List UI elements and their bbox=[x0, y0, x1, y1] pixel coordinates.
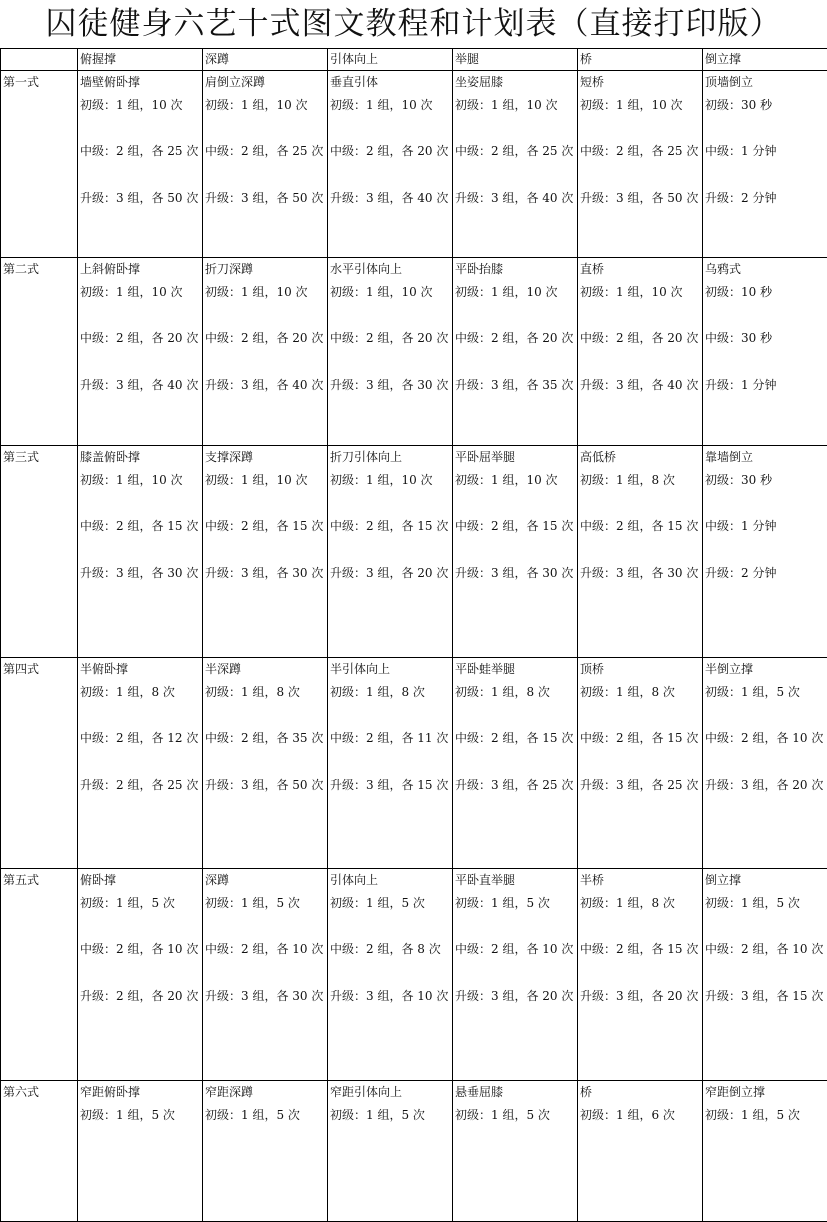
level-beginner: 初级：1 组，10 次 bbox=[203, 281, 327, 304]
level-beginner: 初级：1 组，5 次 bbox=[703, 681, 827, 704]
exercise-name: 倒立撑 bbox=[703, 869, 827, 892]
header-row bbox=[1, 49, 827, 71]
exercise-name: 乌鸦式 bbox=[703, 258, 827, 281]
level-intermediate bbox=[453, 1127, 577, 1174]
level-intermediate: 中级：2 组，各 10 次 bbox=[703, 915, 827, 962]
level-beginner: 初级：1 组，8 次 bbox=[78, 681, 202, 704]
exercise-name: 深蹲 bbox=[203, 869, 327, 892]
exercise-name: 平卧屈举腿 bbox=[453, 446, 577, 469]
exercise-name: 垂直引体 bbox=[328, 71, 452, 94]
level-beginner: 初级：1 组，10 次 bbox=[328, 469, 452, 492]
level-upgrade: 升级：3 组，各 30 次 bbox=[578, 539, 702, 586]
level-upgrade bbox=[453, 1174, 577, 1221]
exercise-cell bbox=[578, 258, 703, 446]
exercise-name: 短桥 bbox=[578, 71, 702, 94]
level-intermediate: 中级：2 组，各 15 次 bbox=[78, 492, 202, 539]
form-label-cell bbox=[1, 1081, 78, 1222]
level-beginner: 初级：1 组，8 次 bbox=[453, 681, 577, 704]
level-upgrade: 升级：3 组，各 20 次 bbox=[453, 962, 577, 1009]
level-intermediate: 中级：2 组，各 8 次 bbox=[328, 915, 452, 962]
level-intermediate bbox=[703, 1127, 827, 1174]
level-upgrade: 升级：2 组，各 20 次 bbox=[78, 962, 202, 1009]
form-row bbox=[1, 71, 827, 258]
form-label: 第一式 bbox=[1, 71, 77, 94]
exercise-cell bbox=[78, 658, 203, 869]
exercise-cell bbox=[78, 258, 203, 446]
level-beginner: 初级：1 组，8 次 bbox=[328, 681, 452, 704]
level-beginner: 初级：1 组，10 次 bbox=[328, 281, 452, 304]
exercise-cell bbox=[203, 71, 328, 258]
exercise-name: 悬垂屈膝 bbox=[453, 1081, 577, 1104]
level-intermediate: 中级：2 组，各 20 次 bbox=[78, 304, 202, 351]
exercise-name: 窄距引体向上 bbox=[328, 1081, 452, 1104]
level-upgrade: 升级：3 组，各 40 次 bbox=[328, 164, 452, 211]
form-label: 第三式 bbox=[1, 446, 77, 469]
level-beginner: 初级：30 秒 bbox=[703, 469, 827, 492]
header-cell-leg-raise: 举腿 bbox=[453, 49, 578, 71]
form-row bbox=[1, 446, 827, 658]
level-upgrade: 升级：2 分钟 bbox=[703, 164, 827, 211]
exercise-cell bbox=[453, 71, 578, 258]
exercise-cell bbox=[203, 1081, 328, 1222]
exercise-cell bbox=[203, 446, 328, 658]
form-label: 第五式 bbox=[1, 869, 77, 892]
level-upgrade: 升级：3 组，各 30 次 bbox=[203, 539, 327, 586]
exercise-name: 肩倒立深蹲 bbox=[203, 71, 327, 94]
exercise-name: 平卧直举腿 bbox=[453, 869, 577, 892]
level-beginner: 初级：1 组，10 次 bbox=[328, 94, 452, 117]
header-cell-pushup: 俯握撑 bbox=[78, 49, 203, 71]
header-cell-handstand-pushup: 倒立撑 bbox=[703, 49, 827, 71]
exercise-cell bbox=[328, 446, 453, 658]
exercise-name: 平卧蛙举腿 bbox=[453, 658, 577, 681]
form-row bbox=[1, 258, 827, 446]
exercise-cell bbox=[78, 1081, 203, 1222]
exercise-name: 半倒立撑 bbox=[703, 658, 827, 681]
exercise-cell bbox=[203, 658, 328, 869]
exercise-name: 窄距倒立撑 bbox=[703, 1081, 827, 1104]
level-intermediate: 中级：2 组，各 20 次 bbox=[453, 304, 577, 351]
exercise-name: 折刀引体向上 bbox=[328, 446, 452, 469]
level-upgrade bbox=[78, 1174, 202, 1221]
level-beginner: 初级：1 组，5 次 bbox=[703, 1104, 827, 1127]
level-intermediate: 中级：2 组，各 15 次 bbox=[578, 915, 702, 962]
exercise-cell bbox=[703, 1081, 827, 1222]
level-upgrade bbox=[328, 1174, 452, 1221]
level-intermediate: 中级：2 组，各 15 次 bbox=[203, 492, 327, 539]
level-upgrade: 升级：3 组，各 20 次 bbox=[578, 962, 702, 1009]
level-upgrade: 升级：3 组，各 20 次 bbox=[328, 539, 452, 586]
exercise-name: 高低桥 bbox=[578, 446, 702, 469]
level-beginner: 初级：1 组，10 次 bbox=[453, 469, 577, 492]
exercise-name: 半深蹲 bbox=[203, 658, 327, 681]
level-beginner: 初级：1 组，10 次 bbox=[78, 281, 202, 304]
exercise-cell bbox=[703, 658, 827, 869]
level-upgrade: 升级：3 组，各 50 次 bbox=[203, 751, 327, 798]
level-upgrade: 升级：3 组，各 25 次 bbox=[578, 751, 702, 798]
level-beginner: 初级：1 组，10 次 bbox=[453, 281, 577, 304]
level-intermediate: 中级：2 组，各 15 次 bbox=[453, 492, 577, 539]
exercise-name: 支撑深蹲 bbox=[203, 446, 327, 469]
level-upgrade: 升级：3 组，各 50 次 bbox=[78, 164, 202, 211]
level-beginner: 初级：1 组，5 次 bbox=[78, 892, 202, 915]
form-label-cell bbox=[1, 71, 78, 258]
exercise-cell bbox=[328, 1081, 453, 1222]
exercise-cell bbox=[328, 658, 453, 869]
exercise-cell bbox=[703, 869, 827, 1081]
level-beginner: 初级：1 组，10 次 bbox=[578, 94, 702, 117]
level-beginner: 初级：1 组，10 次 bbox=[78, 94, 202, 117]
level-intermediate bbox=[328, 1127, 452, 1174]
level-intermediate: 中级：2 组，各 15 次 bbox=[453, 704, 577, 751]
exercise-cell bbox=[203, 869, 328, 1081]
level-beginner: 初级：1 组，10 次 bbox=[203, 469, 327, 492]
level-intermediate: 中级：2 组，各 20 次 bbox=[578, 304, 702, 351]
level-upgrade: 升级：3 组，各 10 次 bbox=[328, 962, 452, 1009]
level-intermediate: 中级：2 组，各 25 次 bbox=[578, 117, 702, 164]
exercise-cell bbox=[703, 446, 827, 658]
form-row bbox=[1, 869, 827, 1081]
exercise-cell bbox=[453, 1081, 578, 1222]
level-intermediate: 中级：1 分钟 bbox=[703, 117, 827, 164]
exercise-name: 靠墙倒立 bbox=[703, 446, 827, 469]
exercise-cell bbox=[328, 71, 453, 258]
exercise-name: 平卧抬膝 bbox=[453, 258, 577, 281]
form-row bbox=[1, 1081, 827, 1222]
level-beginner: 初级：10 秒 bbox=[703, 281, 827, 304]
exercise-name: 水平引体向上 bbox=[328, 258, 452, 281]
level-beginner: 初级：1 组，10 次 bbox=[203, 94, 327, 117]
exercise-name: 桥 bbox=[578, 1081, 702, 1104]
level-beginner: 初级：30 秒 bbox=[703, 94, 827, 117]
header-cell-blank bbox=[1, 49, 78, 71]
level-intermediate: 中级：2 组，各 25 次 bbox=[203, 117, 327, 164]
exercise-cell bbox=[578, 869, 703, 1081]
level-intermediate: 中级：2 组，各 11 次 bbox=[328, 704, 452, 751]
exercise-cell bbox=[78, 446, 203, 658]
level-upgrade bbox=[703, 1174, 827, 1221]
level-intermediate: 中级：2 组，各 35 次 bbox=[203, 704, 327, 751]
level-upgrade bbox=[203, 1174, 327, 1221]
exercise-cell bbox=[203, 258, 328, 446]
level-upgrade: 升级：3 组，各 50 次 bbox=[203, 164, 327, 211]
level-beginner: 初级：1 组，5 次 bbox=[203, 1104, 327, 1127]
exercise-name: 直桥 bbox=[578, 258, 702, 281]
level-beginner: 初级：1 组，8 次 bbox=[578, 892, 702, 915]
form-label: 第二式 bbox=[1, 258, 77, 281]
exercise-cell bbox=[703, 258, 827, 446]
level-intermediate: 中级：2 组，各 10 次 bbox=[453, 915, 577, 962]
exercise-cell bbox=[578, 658, 703, 869]
exercise-name: 引体向上 bbox=[328, 869, 452, 892]
level-beginner: 初级：1 组，10 次 bbox=[453, 94, 577, 117]
level-beginner: 初级：1 组，5 次 bbox=[453, 1104, 577, 1127]
level-upgrade: 升级：3 组，各 15 次 bbox=[328, 751, 452, 798]
level-upgrade: 升级：3 组，各 20 次 bbox=[703, 751, 827, 798]
form-label-cell bbox=[1, 258, 78, 446]
level-intermediate: 中级：2 组，各 10 次 bbox=[78, 915, 202, 962]
form-label-cell bbox=[1, 869, 78, 1081]
exercise-name: 折刀深蹲 bbox=[203, 258, 327, 281]
exercise-cell bbox=[453, 258, 578, 446]
level-intermediate: 中级：2 组，各 15 次 bbox=[578, 704, 702, 751]
level-upgrade bbox=[578, 1174, 702, 1221]
level-beginner: 初级：1 组，5 次 bbox=[203, 892, 327, 915]
exercise-name: 俯卧撑 bbox=[78, 869, 202, 892]
exercise-name: 半俯卧撑 bbox=[78, 658, 202, 681]
exercise-cell bbox=[453, 446, 578, 658]
level-beginner: 初级：1 组，8 次 bbox=[578, 469, 702, 492]
header-cell-bridge: 桥 bbox=[578, 49, 703, 71]
exercise-cell bbox=[328, 869, 453, 1081]
level-intermediate: 中级：2 组，各 25 次 bbox=[78, 117, 202, 164]
exercise-name: 上斜俯卧撑 bbox=[78, 258, 202, 281]
exercise-cell bbox=[328, 258, 453, 446]
level-beginner: 初级：1 组，8 次 bbox=[203, 681, 327, 704]
level-upgrade: 升级：3 组，各 30 次 bbox=[203, 962, 327, 1009]
exercise-name: 坐姿屈膝 bbox=[453, 71, 577, 94]
level-intermediate: 中级：2 组，各 10 次 bbox=[203, 915, 327, 962]
level-beginner: 初级：1 组，6 次 bbox=[578, 1104, 702, 1127]
level-upgrade: 升级：3 组，各 40 次 bbox=[203, 351, 327, 398]
level-intermediate: 中级：2 组，各 12 次 bbox=[78, 704, 202, 751]
form-row bbox=[1, 658, 827, 869]
training-plan-table bbox=[0, 48, 827, 1222]
level-beginner: 初级：1 组，5 次 bbox=[453, 892, 577, 915]
exercise-cell bbox=[78, 869, 203, 1081]
exercise-cell bbox=[578, 446, 703, 658]
form-label-cell bbox=[1, 658, 78, 869]
level-upgrade: 升级：3 组，各 50 次 bbox=[578, 164, 702, 211]
exercise-name: 窄距俯卧撑 bbox=[78, 1081, 202, 1104]
header-cell-squat: 深蹲 bbox=[203, 49, 328, 71]
exercise-name: 半桥 bbox=[578, 869, 702, 892]
exercise-name: 半引体向上 bbox=[328, 658, 452, 681]
exercise-cell bbox=[578, 71, 703, 258]
level-intermediate: 中级：2 组，各 25 次 bbox=[453, 117, 577, 164]
level-beginner: 初级：1 组，10 次 bbox=[578, 281, 702, 304]
level-upgrade: 升级：1 分钟 bbox=[703, 351, 827, 398]
exercise-name: 顶墙倒立 bbox=[703, 71, 827, 94]
page-title: 囚徒健身六艺十式图文教程和计划表（直接打印版） bbox=[0, 0, 827, 48]
level-beginner: 初级：1 组，5 次 bbox=[703, 892, 827, 915]
level-beginner: 初级：1 组，5 次 bbox=[328, 1104, 452, 1127]
level-intermediate: 中级：2 组，各 10 次 bbox=[703, 704, 827, 751]
level-upgrade: 升级：3 组，各 30 次 bbox=[328, 351, 452, 398]
level-intermediate bbox=[203, 1127, 327, 1174]
form-label-cell bbox=[1, 446, 78, 658]
level-intermediate: 中级：1 分钟 bbox=[703, 492, 827, 539]
level-intermediate: 中级：2 组，各 20 次 bbox=[328, 117, 452, 164]
level-upgrade: 升级：3 组，各 25 次 bbox=[453, 751, 577, 798]
level-upgrade: 升级：2 分钟 bbox=[703, 539, 827, 586]
exercise-name: 窄距深蹲 bbox=[203, 1081, 327, 1104]
exercise-cell bbox=[453, 658, 578, 869]
level-intermediate bbox=[78, 1127, 202, 1174]
level-upgrade: 升级：3 组，各 35 次 bbox=[453, 351, 577, 398]
level-beginner: 初级：1 组，10 次 bbox=[78, 469, 202, 492]
exercise-name: 墙壁俯卧撑 bbox=[78, 71, 202, 94]
level-upgrade: 升级：2 组，各 25 次 bbox=[78, 751, 202, 798]
level-upgrade: 升级：3 组，各 30 次 bbox=[78, 539, 202, 586]
level-upgrade: 升级：3 组，各 40 次 bbox=[78, 351, 202, 398]
level-upgrade: 升级：3 组，各 40 次 bbox=[578, 351, 702, 398]
level-intermediate bbox=[578, 1127, 702, 1174]
level-intermediate: 中级：2 组，各 20 次 bbox=[203, 304, 327, 351]
level-beginner: 初级：1 组，5 次 bbox=[78, 1104, 202, 1127]
level-beginner: 初级：1 组，5 次 bbox=[328, 892, 452, 915]
exercise-cell bbox=[578, 1081, 703, 1222]
form-label: 第四式 bbox=[1, 658, 77, 681]
exercise-name: 膝盖俯卧撑 bbox=[78, 446, 202, 469]
exercise-cell bbox=[453, 869, 578, 1081]
level-intermediate: 中级：30 秒 bbox=[703, 304, 827, 351]
form-label: 第六式 bbox=[1, 1081, 77, 1104]
level-intermediate: 中级：2 组，各 15 次 bbox=[578, 492, 702, 539]
header-cell-pullup: 引体向上 bbox=[328, 49, 453, 71]
level-upgrade: 升级：3 组，各 15 次 bbox=[703, 962, 827, 1009]
exercise-cell bbox=[703, 71, 827, 258]
exercise-name: 顶桥 bbox=[578, 658, 702, 681]
level-upgrade: 升级：3 组，各 40 次 bbox=[453, 164, 577, 211]
exercise-cell bbox=[78, 71, 203, 258]
level-upgrade: 升级：3 组，各 30 次 bbox=[453, 539, 577, 586]
level-intermediate: 中级：2 组，各 15 次 bbox=[328, 492, 452, 539]
level-intermediate: 中级：2 组，各 20 次 bbox=[328, 304, 452, 351]
level-beginner: 初级：1 组，8 次 bbox=[578, 681, 702, 704]
